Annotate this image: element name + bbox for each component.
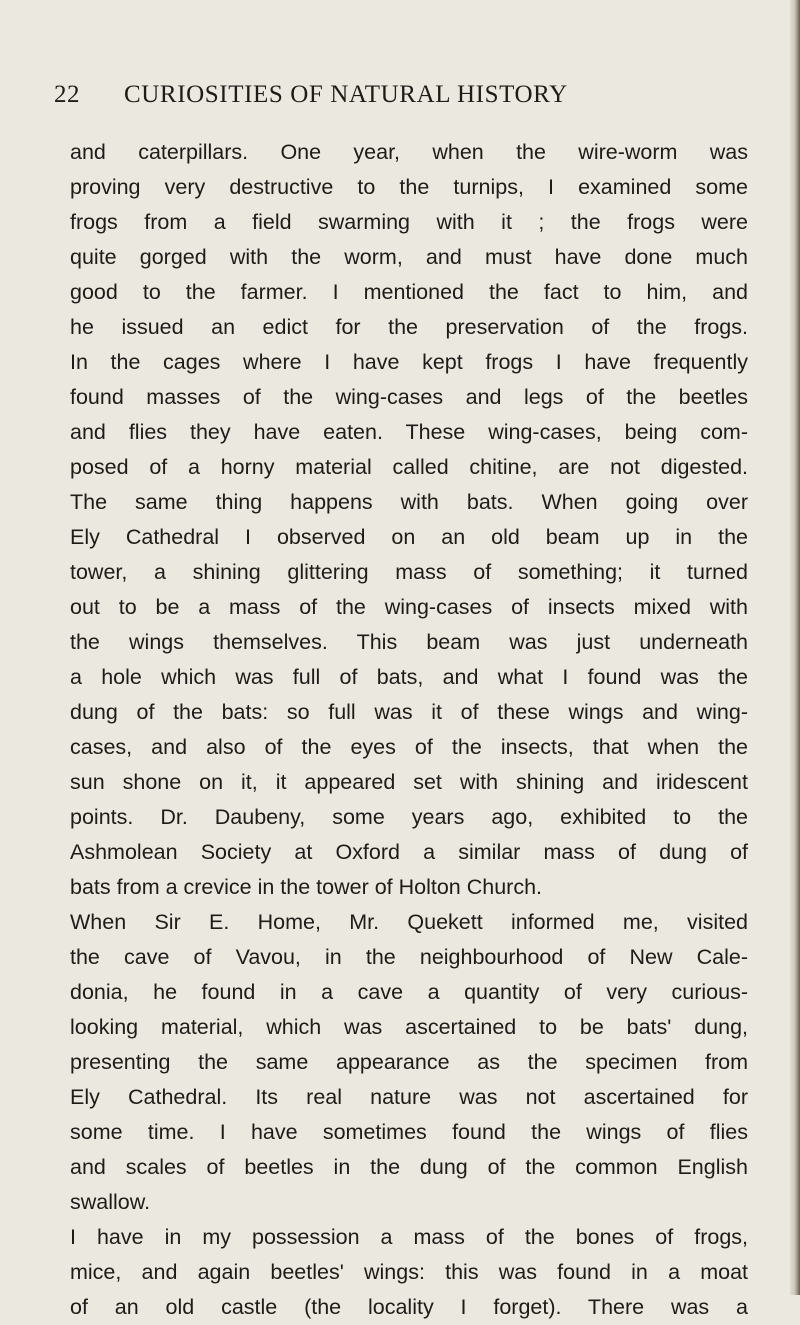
text-line: good to the farmer. I mentioned the fact to him, and <box>70 280 748 304</box>
page-header <box>54 75 754 115</box>
text-line: proving very destructive to the turnips, I examined some <box>70 175 748 199</box>
text-line: and flies they have eaten. These wing-cases, being com- <box>70 420 748 444</box>
text-line: frogs from a field swarming with it ; the frogs were <box>70 210 748 234</box>
text-line: donia, he found in a cave a quantity of very curious- <box>70 980 748 1004</box>
text-line: found masses of the wing-cases and legs of the beetles <box>70 385 748 409</box>
body-text <box>70 135 748 1325</box>
text-line: sun shone on it, it appeared set with shining and iridescent <box>70 770 748 794</box>
text-line: the wings themselves. This beam was just underneath <box>70 630 748 654</box>
text-line: some time. I have sometimes found the wings of flies <box>70 1120 748 1144</box>
text-line: quite gorged with the worm, and must have done much <box>70 245 748 269</box>
text-line: the cave of Vavou, in the neighbourhood of New Cale- <box>70 945 748 969</box>
text-line: looking material, which was ascertained to be bats' dung, <box>70 1015 748 1039</box>
text-line: posed of a horny material called chitine, are not digested. <box>70 455 748 479</box>
text-line: bats from a crevice in the tower of Holton Church. <box>70 875 543 899</box>
text-line: and caterpillars. One year, when the wire-worm was <box>70 140 748 164</box>
text-line: out to be a mass of the wing-cases of insects mixed with <box>70 595 748 619</box>
text-line: a hole which was full of bats, and what I found was the <box>70 665 748 689</box>
text-line: Ely Cathedral I observed on an old beam up in the <box>70 525 748 549</box>
page-edge-shadow <box>790 0 800 1295</box>
text-line: swallow. <box>70 1190 151 1214</box>
text-line: Ely Cathedral. Its real nature was not ascertained for <box>70 1085 748 1109</box>
text-line: I have in my possession a mass of the bones of frogs, <box>70 1225 748 1249</box>
page-number: 22 <box>54 81 80 108</box>
text-line: of an old castle (the locality I forget). There was a <box>70 1295 748 1319</box>
text-line: and scales of beetles in the dung of the common English <box>70 1155 748 1179</box>
text-line: The same thing happens with bats. When going over <box>70 490 748 514</box>
text-line: Ashmolean Society at Oxford a similar mass of dung of <box>70 840 748 864</box>
text-line: cases, and also of the eyes of the insects, that when the <box>70 735 748 759</box>
text-line: tower, a shining glittering mass of something; it turned <box>70 560 748 584</box>
text-line: dung of the bats: so full was it of these wings and wing- <box>70 700 748 724</box>
text-line: he issued an edict for the preservation of the frogs. <box>70 315 748 339</box>
running-head: CURIOSITIES OF NATURAL HISTORY <box>124 81 568 108</box>
text-line: points. Dr. Daubeny, some years ago, exhibited to the <box>70 805 748 829</box>
text-line: mice, and again beetles' wings: this was found in a moat <box>70 1260 748 1284</box>
text-line: presenting the same appearance as the specimen from <box>70 1050 748 1074</box>
text-line: When Sir E. Home, Mr. Quekett informed me, visited <box>70 910 748 934</box>
text-line: In the cages where I have kept frogs I have frequently <box>70 350 748 374</box>
